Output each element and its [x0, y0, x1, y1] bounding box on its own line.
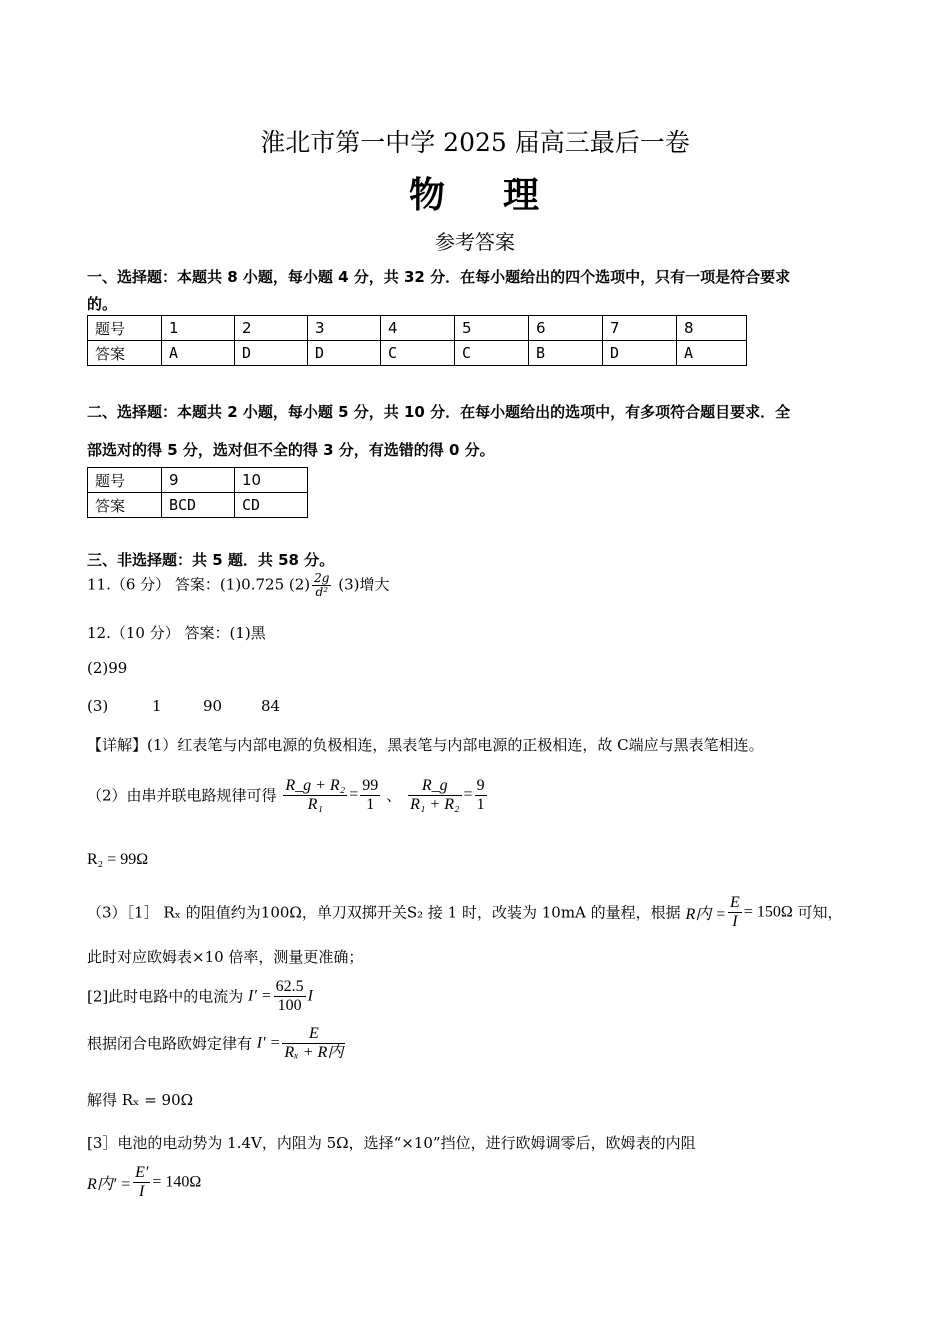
table-cell: C: [455, 341, 529, 366]
table-cell: 6: [529, 316, 603, 341]
eq-b-rhs-num: 9: [476, 777, 485, 794]
q11-frac-den: d²: [312, 585, 331, 599]
q11-frac-num: 2g: [314, 571, 330, 585]
detail-line-2-prefix: （2）由串并联电路规律可得: [87, 786, 277, 805]
subject-title: [0, 167, 950, 218]
answer-key-label: 参考答案: [435, 230, 515, 254]
eq-c-num: E: [730, 894, 740, 911]
section1-heading-line2: 的。: [87, 295, 118, 313]
section3-heading: 三、非选择题：共 5 题．共 58 分。: [87, 551, 335, 569]
eq-d-lhs: I′ =: [248, 987, 272, 1005]
table-row-label: 答案: [88, 493, 162, 518]
q12-part3-v2: 90: [203, 697, 223, 715]
eq-a-num: R_g + R₂: [285, 777, 346, 794]
table-row: [88, 341, 747, 366]
eq-c-lhs: R内 =: [685, 906, 727, 923]
eq-d-num: 62.5: [275, 978, 304, 995]
eq-b-den: R₁ + R₂: [410, 796, 460, 813]
table-cell: 8: [677, 316, 747, 341]
equation-ohm-law: [256, 1025, 348, 1061]
section1-answer-table: [87, 315, 747, 366]
table-cell: A: [162, 341, 235, 366]
q11-prefix: 11.（6 分） 答案：(1)0.725 (2): [87, 575, 311, 594]
table-cell: 3: [308, 316, 381, 341]
table-cell: 9: [162, 468, 235, 493]
subject-char-2: 理: [503, 175, 542, 216]
subject-char-1: 物: [408, 175, 447, 216]
table-cell: 4: [381, 316, 455, 341]
detail-line-3-text: （3）［1］ Rₓ 的阻值约为100Ω，单刀双掷开关S₂ 接 1 时，改装为 10mA 的量程，根据: [87, 903, 681, 922]
eq-d-rhs: I: [307, 987, 313, 1005]
eq-d-den: 100: [274, 996, 306, 1015]
table-row: [88, 316, 747, 341]
q12-part2: (2)99: [87, 659, 128, 677]
table-row-label: 题号: [88, 468, 162, 493]
detail-line-3-suffix: 可知，: [797, 903, 843, 922]
detail-line-2: [87, 777, 489, 814]
table-cell: A: [677, 341, 747, 366]
detail-line-3: [87, 894, 843, 931]
detail-line-6-prefix: 根据闭合电路欧姆定律有: [87, 1034, 253, 1053]
detail-line-7: 解得 Rₓ = 90Ω: [87, 1091, 194, 1109]
table-row-label: 答案: [88, 341, 162, 366]
detail-line-2-sep: 、: [386, 786, 402, 805]
eq-e-den: Rₓ + R内: [284, 1044, 344, 1061]
table-cell: B: [529, 341, 603, 366]
table-cell: 10: [235, 468, 308, 493]
eq-a-rhs-den: 1: [360, 795, 380, 814]
detail-line-6: [87, 1025, 347, 1062]
eq-b-rhs-den: 1: [476, 796, 485, 813]
q12-answer: 12.（10 分） 答案：(1)黑: [87, 624, 266, 642]
equation-series-parallel-1: $\frac{\text{R\_g + R₂}}{\text{R₁}}$ = $\frac{99}{1}$: [285, 777, 379, 813]
eq-f-lhs: R内′ =: [87, 1176, 132, 1193]
q12-part3-label: (3): [87, 697, 109, 715]
school-title: 淮北市第一中学 2025 届高三最后一卷: [260, 128, 690, 157]
q11-fraction: [312, 572, 331, 599]
eq-f-den: I: [133, 1182, 150, 1201]
q11-answer: [87, 572, 390, 599]
table-cell: CD: [235, 493, 308, 518]
eq-e-lhs: I′ =: [256, 1034, 281, 1052]
equation-series-parallel-2: $\frac{R\_g}{\text{R₁ + R₂}}$ = $\frac{9}{1}$: [410, 777, 485, 813]
eq-c-rhs: = 150Ω: [743, 903, 793, 921]
detail-line-1: 【详解】(1）红表笔与内部电源的负极相连，黑表笔与内部电源的正极相连，故 C端应与黑表笔相连。: [87, 736, 764, 754]
equation-current: [248, 978, 313, 1014]
section2-answer-table: [87, 467, 308, 518]
q12-part3-v3: 84: [261, 697, 281, 715]
table-cell: 7: [603, 316, 677, 341]
table-cell: BCD: [162, 493, 235, 518]
r2-result: R₂ = 99Ω: [87, 851, 149, 868]
detail-line-4: 此时对应欧姆表×10 倍率，测量更准确；: [87, 948, 364, 966]
table-row: [88, 493, 308, 518]
eq-a-den: R₁: [283, 795, 347, 814]
eq-f-num: E′: [135, 1164, 149, 1181]
section1-heading-line1: 一、选择题：本题共 8 小题，每小题 4 分，共 32 分．在每小题给出的四个选项中，只有一项是符合要求: [87, 268, 791, 286]
detail-line-5: [87, 978, 313, 1015]
table-cell: D: [603, 341, 677, 366]
equation-internal-resistance: [685, 894, 793, 930]
table-row: [88, 468, 308, 493]
table-cell: 1: [162, 316, 235, 341]
eq-b-num: R_g: [421, 777, 448, 794]
table-cell: C: [381, 341, 455, 366]
table-cell: 2: [235, 316, 308, 341]
eq-e-num: E: [308, 1025, 319, 1042]
q12-part3-v1: 1: [152, 697, 162, 715]
section2-heading-line1: 二、选择题：本题共 2 小题，每小题 5 分，共 10 分．在每小题给出的选项中，有多项符合题目要求．全: [87, 403, 791, 421]
eq-f-rhs: = 140Ω: [152, 1173, 202, 1191]
table-cell: D: [235, 341, 308, 366]
table-row-label: 题号: [88, 316, 162, 341]
q11-suffix: (3)增大: [333, 575, 390, 594]
detail-line-5-prefix: [2]此时电路中的电流为: [87, 987, 244, 1006]
eq-a-rhs-num: 99: [362, 777, 379, 794]
detail-line-8: [3］电池的电动势为 1.4V，内阻为 5Ω，选择“×10”挡位，进行欧姆调零后，欧姆表的内阻: [87, 1134, 696, 1152]
table-cell: D: [308, 341, 381, 366]
eq-c-den: I: [728, 912, 742, 931]
section2-heading-line2: 部选对的得 5 分，选对但不全的得 3 分，有选错的得 0 分。: [87, 441, 495, 459]
table-cell: 5: [455, 316, 529, 341]
equation-internal-resistance-final: [87, 1164, 201, 1201]
